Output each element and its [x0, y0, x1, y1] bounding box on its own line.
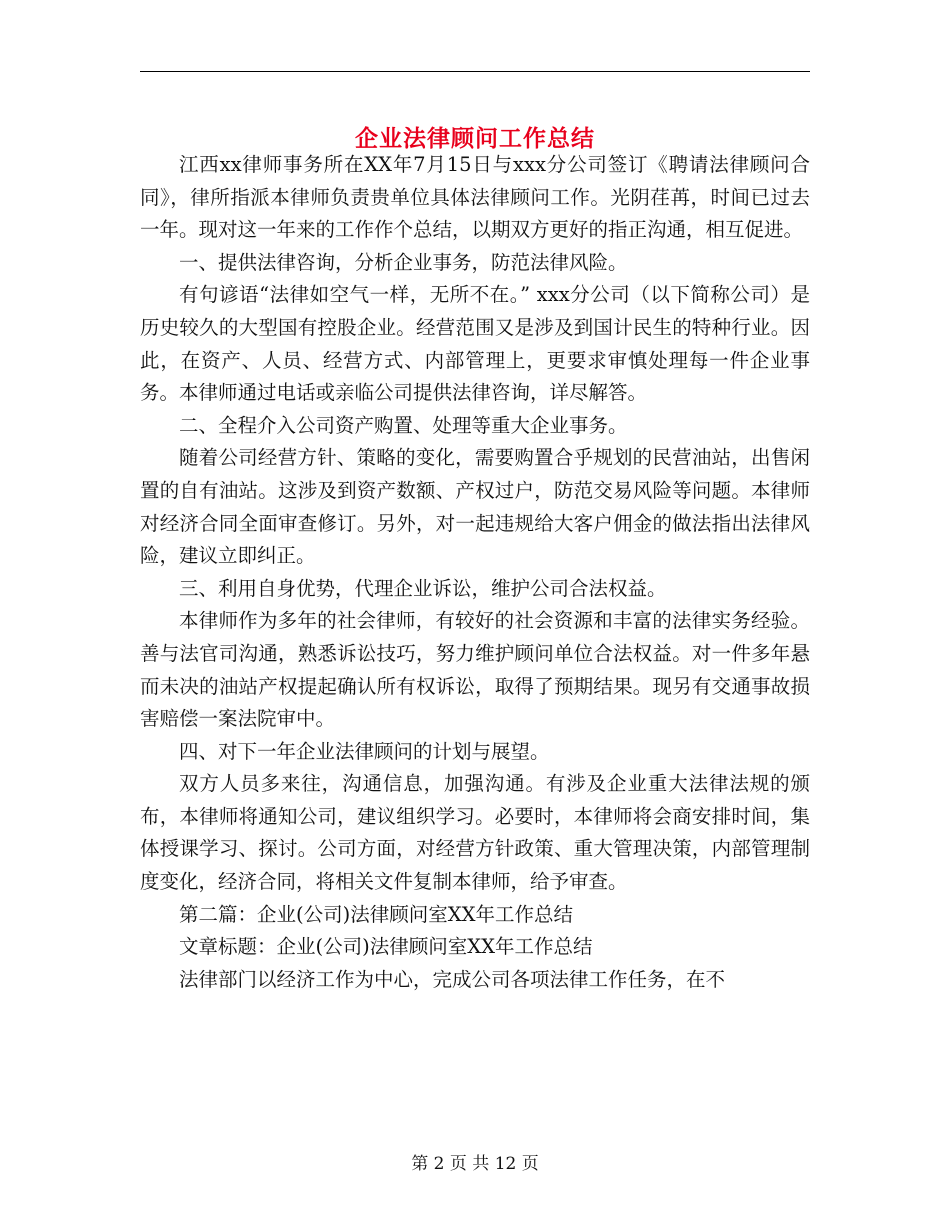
paragraph-section-1: 有句谚语“法律如空气一样，无所不在。” xxx分公司（以下简称公司）是历史较久的大型国有控股企业。经营范围又是涉及到国计民生的特种行业。因此，在资产、人员、经营方式、内部管理上，更要求审慎处理每一件企业事务。本律师通过电话或亲临公司提供法律咨询，详尽解答。	[140, 283, 810, 405]
second-article-heading: 第二篇：企业(公司)法律顾问室XX年工作总结	[179, 902, 573, 926]
section-heading-4: 四、对下一年企业法律顾问的计划与展望。	[179, 739, 550, 763]
section-heading-1: 一、提供法律咨询，分析企业事务，防范法律风险。	[179, 250, 628, 274]
document-title: 企业法律顾问工作总结	[355, 125, 595, 153]
paragraph-section-2: 随着公司经营方针、策略的变化，需要购置合乎规划的民营油站，出售闲置的自有油站。这涉及到资产数额、产权过户，防范交易风险等问题。本律师对经济合同全面审查修订。另外，对一起违规给大客户佣金的做法指出法律风险，建议立即纠正。	[140, 446, 810, 568]
paragraph-intro: 江西xx律师事务所在XX年7月15日与xxx分公司签订《聘请法律顾问合同》，律所指派本律师负责贵单位具体法律顾问工作。光阴荏苒，时间已过去一年。现对这一年来的工作作个总结，以期双方更好的指正沟通，相互促进。	[140, 153, 810, 242]
section-heading-2: 二、全程介入公司资产购置、处理等重大企业事务。	[179, 413, 628, 437]
header-rule	[140, 71, 810, 72]
document-body	[140, 149, 810, 996]
paragraph-continued: 法律部门以经济工作为中心，完成公司各项法律工作任务，在不	[179, 967, 726, 991]
article-title-line: 文章标题：企业(公司)法律顾问室XX年工作总结	[179, 935, 593, 959]
section-heading-3: 三、利用自身优势，代理企业诉讼，维护公司合法权益。	[179, 576, 667, 600]
paragraph-section-4: 双方人员多来往，沟通信息，加强沟通。有涉及企业重大法律法规的颁布，本律师将通知公司，建议组织学习。必要时，本律师将会商安排时间，集体授课学习、探讨。公司方面，对经营方针政策、重大管理决策，内部管理制度变化，经济合同，将相关文件复制本律师，给予审查。	[140, 772, 810, 894]
paragraph-section-3: 本律师作为多年的社会律师，有较好的社会资源和丰富的法律实务经验。善与法官司沟通，熟悉诉讼技巧，努力维护顾问单位合法权益。对一件多年悬而未决的油站产权提起确认所有权诉讼，取得了预期结果。现另有交通事故损害赔偿一案法院审中。	[140, 609, 810, 731]
page-indicator: 第 2 页 共 12 页	[411, 1154, 539, 1174]
